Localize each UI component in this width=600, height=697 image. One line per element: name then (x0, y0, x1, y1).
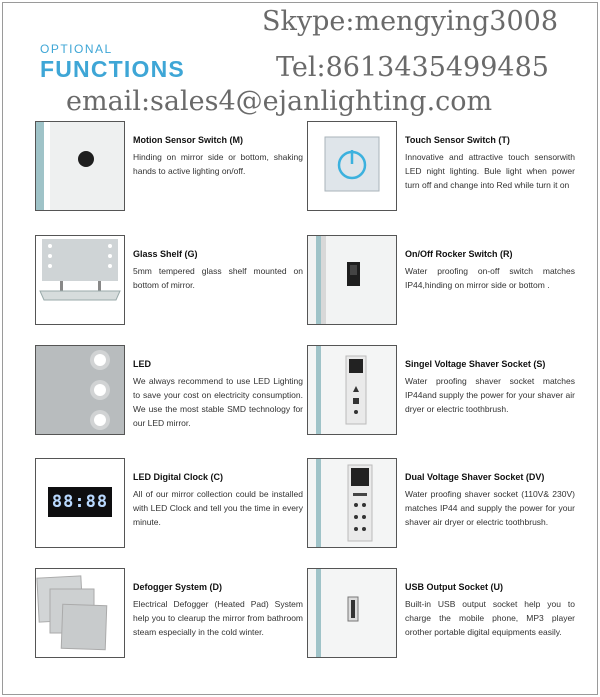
feature-dual-shaver-socket (307, 458, 595, 558)
led-icon (35, 345, 125, 435)
feature-title: LED (133, 359, 151, 369)
feature-defogger (35, 568, 323, 668)
feature-rocker-switch (307, 235, 595, 335)
feature-description: Electrical Defogger (Heated Pad) System help you to clearup the mirror from bathroom steam especially in the cold winter. (133, 599, 303, 637)
section-kicker: OPTIONAL (40, 42, 113, 56)
watermark-tel: Tel:8613435499485 (276, 52, 549, 83)
feature-motion-sensor (35, 121, 323, 221)
feature-title: Dual Voltage Shaver Socket (DV) (405, 472, 545, 482)
dual-shaver-socket-icon (307, 458, 397, 548)
rocker-switch-icon (307, 235, 397, 325)
feature-glass-shelf (35, 235, 323, 335)
clock-display (48, 487, 112, 517)
feature-title: LED Digital Clock (C) (133, 472, 224, 482)
feature-usb-socket (307, 568, 595, 668)
feature-description: Hinding on mirror side or bottom, shaking hands to active lighting on/off. (133, 152, 303, 176)
feature-description: Innovative and attractive touch sensorwith LED night lighting. Bule light when power turn off and change into Red while turn it on (405, 152, 575, 190)
feature-title: On/Off Rocker Switch (R) (405, 249, 513, 259)
feature-description: Water proofing shaver socket (110V& 230V) matches IP44 and supply the power for your shaver air dryer or electric toothbrush. (405, 489, 575, 527)
usb-socket-icon (307, 568, 397, 658)
feature-description: 5mm tempered glass shelf mounted on bottom of mirror. (133, 266, 303, 290)
feature-description: Water proofing on-off switch matches IP44,hinding on mirror side or bottom . (405, 266, 575, 290)
feature-title: Motion Sensor Switch (M) (133, 135, 243, 145)
motion-sensor-icon (35, 121, 125, 211)
watermark-email: email:sales4@ejanlighting.com (66, 86, 493, 117)
feature-digital-clock (35, 458, 323, 558)
feature-title: Singel Voltage Shaver Socket (S) (405, 359, 546, 369)
feature-touch-sensor (307, 121, 595, 221)
clock-digits: 88:88 (51, 492, 109, 512)
section-title: FUNCTIONS (40, 56, 185, 82)
glass-shelf-icon (35, 235, 125, 325)
feature-single-shaver-socket (307, 345, 595, 445)
feature-title: Touch Sensor Switch (T) (405, 135, 510, 145)
feature-description: Water proofing shaver socket matches IP44and supply the power for your shaver air dryer or electric toothbrush. (405, 376, 575, 414)
digital-clock-icon (35, 458, 125, 548)
feature-description: We always recommend to use LED Lighting to save your cost on electricity consumption. We use the most stable SMD technology for our LED mirror. (133, 376, 303, 428)
shaver-socket-icon (307, 345, 397, 435)
feature-description: All of our mirror collection could be installed with LED Clock and tell you the time in every minute. (133, 489, 303, 527)
power-icon (307, 121, 397, 211)
watermark-skype: Skype:mengying3008 (262, 6, 558, 37)
feature-title: Defogger System (D) (133, 582, 223, 592)
feature-title: Glass Shelf (G) (133, 249, 198, 259)
feature-led (35, 345, 323, 445)
feature-description: Built-in USB output socket help you to charge the mobile phone, MP3 player orother portable digital equipments easily. (405, 599, 575, 637)
defogger-icon (35, 568, 125, 658)
feature-title: USB Output Socket (U) (405, 582, 503, 592)
